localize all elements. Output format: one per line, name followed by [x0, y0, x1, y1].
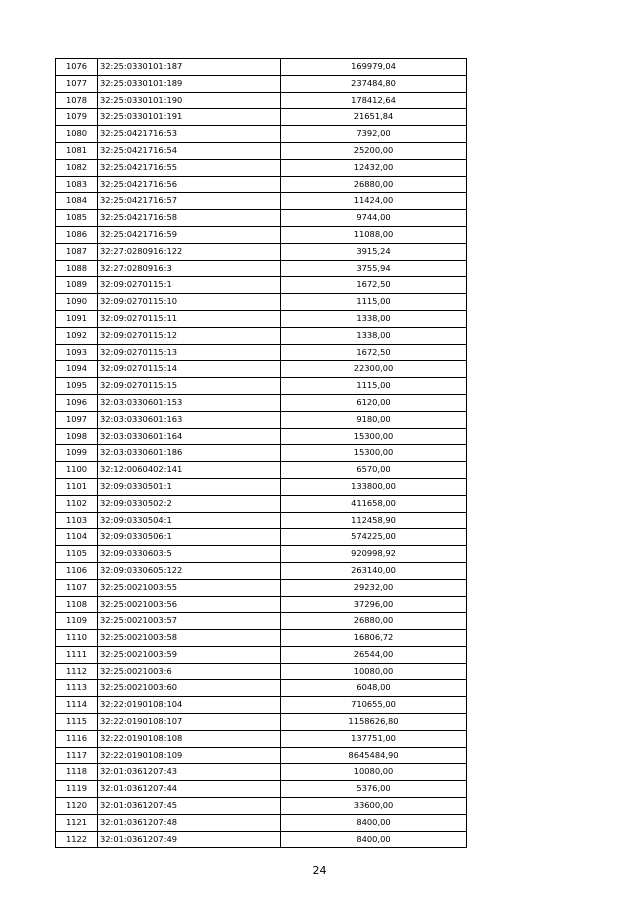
cadastral-number-cell: 32:09:0330506:1 [98, 529, 281, 546]
cadastral-number-cell: 32:03:0330601:186 [98, 445, 281, 462]
row-number-cell: 1115 [56, 714, 98, 731]
cadastral-value-cell: 11424,00 [281, 193, 467, 210]
cadastral-number-cell: 32:09:0330502:2 [98, 495, 281, 512]
cadastral-value-cell: 137751,00 [281, 730, 467, 747]
table-row [56, 394, 467, 411]
row-number-cell: 1110 [56, 630, 98, 647]
cadastral-number-cell: 32:09:0270115:12 [98, 327, 281, 344]
table-row [56, 428, 467, 445]
table-row [56, 512, 467, 529]
table-row [56, 764, 467, 781]
table-row [56, 596, 467, 613]
cadastral-value-cell: 1338,00 [281, 310, 467, 327]
table-row [56, 159, 467, 176]
cadastral-number-cell: 32:27:0280916:122 [98, 243, 281, 260]
row-number-cell: 1111 [56, 646, 98, 663]
table-row [56, 243, 467, 260]
row-number-cell: 1122 [56, 831, 98, 848]
row-number-cell: 1097 [56, 411, 98, 428]
cadastral-value-cell: 9744,00 [281, 210, 467, 227]
table-row [56, 663, 467, 680]
cadastral-value-cell: 26880,00 [281, 176, 467, 193]
cadastral-value-cell: 5376,00 [281, 781, 467, 798]
cadastral-number-cell: 32:09:0330605:122 [98, 562, 281, 579]
row-number-cell: 1082 [56, 159, 98, 176]
cadastral-number-cell: 32:09:0270115:13 [98, 344, 281, 361]
cadastral-value-cell: 1158626,80 [281, 714, 467, 731]
cadastral-value-cell: 25200,00 [281, 142, 467, 159]
table-row [56, 462, 467, 479]
cadastral-value-cell: 10080,00 [281, 663, 467, 680]
cadastral-value-cell: 8645484,90 [281, 747, 467, 764]
cadastral-number-cell: 32:25:0330101:191 [98, 109, 281, 126]
row-number-cell: 1076 [56, 59, 98, 76]
row-number-cell: 1084 [56, 193, 98, 210]
cadastral-number-cell: 32:22:0190108:107 [98, 714, 281, 731]
cadastral-value-cell: 710655,00 [281, 697, 467, 714]
cadastral-value-cell: 237484,80 [281, 75, 467, 92]
cadastral-number-cell: 32:25:0021003:55 [98, 579, 281, 596]
cadastral-number-cell: 32:09:0330603:5 [98, 546, 281, 563]
row-number-cell: 1120 [56, 798, 98, 815]
cadastral-value-cell: 3915,24 [281, 243, 467, 260]
cadastral-value-cell: 21651,84 [281, 109, 467, 126]
table-row [56, 226, 467, 243]
row-number-cell: 1094 [56, 361, 98, 378]
row-number-cell: 1106 [56, 562, 98, 579]
cadastral-number-cell: 32:09:0270115:15 [98, 378, 281, 395]
cadastral-number-cell: 32:09:0330501:1 [98, 478, 281, 495]
row-number-cell: 1114 [56, 697, 98, 714]
cadastral-value-cell: 11088,00 [281, 226, 467, 243]
cadastral-value-cell: 1115,00 [281, 378, 467, 395]
cadastral-number-cell: 32:01:0361207:43 [98, 764, 281, 781]
table-row [56, 210, 467, 227]
row-number-cell: 1089 [56, 277, 98, 294]
cadastral-number-cell: 32:03:0330601:164 [98, 428, 281, 445]
row-number-cell: 1099 [56, 445, 98, 462]
row-number-cell: 1088 [56, 260, 98, 277]
row-number-cell: 1113 [56, 680, 98, 697]
cadastral-number-cell: 32:01:0361207:48 [98, 814, 281, 831]
cadastral-number-cell: 32:25:0421716:53 [98, 126, 281, 143]
table-row [56, 579, 467, 596]
cadastral-value-cell: 26544,00 [281, 646, 467, 663]
row-number-cell: 1083 [56, 176, 98, 193]
cadastral-number-cell: 32:01:0361207:45 [98, 798, 281, 815]
cadastral-number-cell: 32:25:0421716:58 [98, 210, 281, 227]
cadastral-value-cell: 10080,00 [281, 764, 467, 781]
cadastral-number-cell: 32:25:0021003:6 [98, 663, 281, 680]
table-row [56, 109, 467, 126]
cadastral-number-cell: 32:25:0421716:59 [98, 226, 281, 243]
row-number-cell: 1077 [56, 75, 98, 92]
table-row [56, 613, 467, 630]
cadastral-value-cell: 1672,50 [281, 344, 467, 361]
cadastral-value-cell: 7392,00 [281, 126, 467, 143]
row-number-cell: 1079 [56, 109, 98, 126]
cadastral-value-cell: 15300,00 [281, 445, 467, 462]
cadastral-number-cell: 32:03:0330601:163 [98, 411, 281, 428]
row-number-cell: 1100 [56, 462, 98, 479]
row-number-cell: 1086 [56, 226, 98, 243]
row-number-cell: 1118 [56, 764, 98, 781]
row-number-cell: 1087 [56, 243, 98, 260]
cadastral-number-cell: 32:25:0330101:190 [98, 92, 281, 109]
cadastral-number-cell: 32:22:0190108:104 [98, 697, 281, 714]
table-row [56, 478, 467, 495]
cadastral-value-cell: 12432,00 [281, 159, 467, 176]
cadastral-number-cell: 32:25:0330101:187 [98, 59, 281, 76]
cadastral-value-cell: 112458,90 [281, 512, 467, 529]
cadastral-number-cell: 32:12:0060402:141 [98, 462, 281, 479]
cadastral-number-cell: 32:09:0270115:10 [98, 294, 281, 311]
row-number-cell: 1091 [56, 310, 98, 327]
row-number-cell: 1078 [56, 92, 98, 109]
cadastral-value-cell: 8400,00 [281, 814, 467, 831]
cadastral-number-cell: 32:01:0361207:44 [98, 781, 281, 798]
table-row [56, 495, 467, 512]
table-row [56, 310, 467, 327]
cadastral-value-cell: 133800,00 [281, 478, 467, 495]
cadastral-number-cell: 32:09:0270115:1 [98, 277, 281, 294]
cadastral-value-cell: 16806,72 [281, 630, 467, 647]
cadastral-value-cell: 1338,00 [281, 327, 467, 344]
row-number-cell: 1092 [56, 327, 98, 344]
row-number-cell: 1116 [56, 730, 98, 747]
cadastral-number-cell: 32:25:0021003:56 [98, 596, 281, 613]
cadastral-value-cell: 1672,50 [281, 277, 467, 294]
cadastral-number-cell: 32:25:0421716:54 [98, 142, 281, 159]
cadastral-value-cell: 263140,00 [281, 562, 467, 579]
row-number-cell: 1108 [56, 596, 98, 613]
cadastral-value-cell: 574225,00 [281, 529, 467, 546]
cadastral-number-cell: 32:25:0021003:60 [98, 680, 281, 697]
table-row [56, 697, 467, 714]
cadastral-value-table [55, 58, 467, 848]
cadastral-number-cell: 32:25:0021003:58 [98, 630, 281, 647]
cadastral-number-cell: 32:25:0021003:57 [98, 613, 281, 630]
table-row [56, 781, 467, 798]
cadastral-value-cell: 9180,00 [281, 411, 467, 428]
row-number-cell: 1117 [56, 747, 98, 764]
table-row [56, 529, 467, 546]
table-row [56, 126, 467, 143]
row-number-cell: 1121 [56, 814, 98, 831]
row-number-cell: 1104 [56, 529, 98, 546]
cadastral-number-cell: 32:01:0361207:49 [98, 831, 281, 848]
row-number-cell: 1101 [56, 478, 98, 495]
cadastral-value-cell: 920998,92 [281, 546, 467, 563]
row-number-cell: 1080 [56, 126, 98, 143]
table-row [56, 59, 467, 76]
table-row [56, 680, 467, 697]
cadastral-value-cell: 22300,00 [281, 361, 467, 378]
row-number-cell: 1085 [56, 210, 98, 227]
row-number-cell: 1102 [56, 495, 98, 512]
row-number-cell: 1096 [56, 394, 98, 411]
table-row [56, 75, 467, 92]
cadastral-number-cell: 32:09:0270115:11 [98, 310, 281, 327]
cadastral-number-cell: 32:27:0280916:3 [98, 260, 281, 277]
row-number-cell: 1095 [56, 378, 98, 395]
row-number-cell: 1093 [56, 344, 98, 361]
table-row [56, 142, 467, 159]
table-row [56, 831, 467, 848]
row-number-cell: 1098 [56, 428, 98, 445]
cadastral-number-cell: 32:25:0330101:189 [98, 75, 281, 92]
cadastral-number-cell: 32:25:0421716:56 [98, 176, 281, 193]
row-number-cell: 1109 [56, 613, 98, 630]
cadastral-value-cell: 411658,00 [281, 495, 467, 512]
row-number-cell: 1103 [56, 512, 98, 529]
row-number-cell: 1105 [56, 546, 98, 563]
cadastral-value-cell: 15300,00 [281, 428, 467, 445]
cadastral-value-cell: 6048,00 [281, 680, 467, 697]
table-row [56, 193, 467, 210]
table-row [56, 327, 467, 344]
cadastral-number-cell: 32:25:0421716:57 [98, 193, 281, 210]
row-number-cell: 1119 [56, 781, 98, 798]
table-row [56, 646, 467, 663]
table-row [56, 730, 467, 747]
cadastral-number-cell: 32:09:0330504:1 [98, 512, 281, 529]
cadastral-number-cell: 32:25:0421716:55 [98, 159, 281, 176]
cadastral-number-cell: 32:25:0021003:59 [98, 646, 281, 663]
table-row [56, 344, 467, 361]
cadastral-value-cell: 26880,00 [281, 613, 467, 630]
cadastral-value-cell: 29232,00 [281, 579, 467, 596]
table-row [56, 546, 467, 563]
page-number: 24 [312, 864, 327, 877]
table-row [56, 378, 467, 395]
table-row [56, 562, 467, 579]
table-row [56, 277, 467, 294]
table-row [56, 630, 467, 647]
table-row [56, 260, 467, 277]
cadastral-number-cell: 32:22:0190108:109 [98, 747, 281, 764]
cadastral-number-cell: 32:22:0190108:108 [98, 730, 281, 747]
table-row [56, 798, 467, 815]
table-row [56, 411, 467, 428]
row-number-cell: 1112 [56, 663, 98, 680]
cadastral-value-cell: 6120,00 [281, 394, 467, 411]
cadastral-value-cell: 169979,04 [281, 59, 467, 76]
table-row [56, 747, 467, 764]
cadastral-value-cell: 1115,00 [281, 294, 467, 311]
table-row [56, 814, 467, 831]
cadastral-number-cell: 32:03:0330601:153 [98, 394, 281, 411]
cadastral-value-cell: 3755,94 [281, 260, 467, 277]
table-row [56, 445, 467, 462]
table-row [56, 714, 467, 731]
cadastral-value-cell: 8400,00 [281, 831, 467, 848]
cadastral-value-cell: 37296,00 [281, 596, 467, 613]
table-row [56, 176, 467, 193]
cadastral-number-cell: 32:09:0270115:14 [98, 361, 281, 378]
row-number-cell: 1090 [56, 294, 98, 311]
table-row [56, 92, 467, 109]
cadastral-value-cell: 33600,00 [281, 798, 467, 815]
cadastral-value-cell: 6570,00 [281, 462, 467, 479]
row-number-cell: 1081 [56, 142, 98, 159]
row-number-cell: 1107 [56, 579, 98, 596]
table-row [56, 294, 467, 311]
table-body [56, 59, 467, 848]
table-row [56, 361, 467, 378]
cadastral-value-cell: 178412,64 [281, 92, 467, 109]
